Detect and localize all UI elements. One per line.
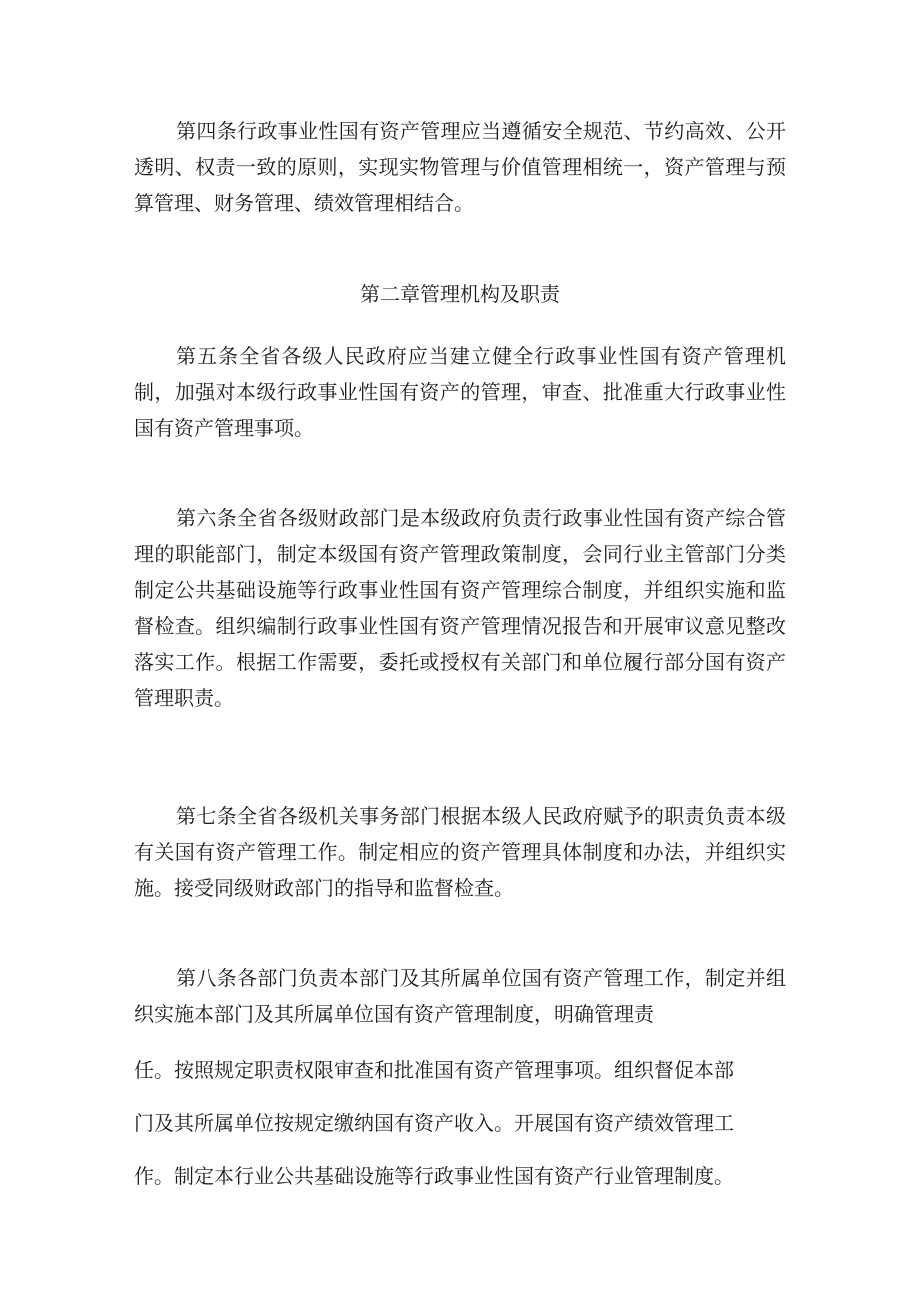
- article-8-line-2: 任。按照规定职责权限审查和批准国有资产管理事项。组织督促本部: [134, 1058, 734, 1082]
- article-7-paragraph: 第七条全省各级机关事务部门根据本级人民政府赋予的职责负责本级有关国有资产管理工作。制定相应的资产管理具体制度和办法，并组织实施。接受同级财政部门的指导和监督检查。: [134, 804, 786, 900]
- article-5-paragraph: 第五条全省各级人民政府应当建立健全行政事业性国有资产管理机制，加强对本级行政事业性国有资产的管理，审查、批准重大行政事业性国有资产管理事项。: [134, 344, 786, 440]
- article-6-paragraph: 第六条全省各级财政部门是本级政府负责行政事业性国有资产综合管理的职能部门，制定本级国有资产管理政策制度，会同行业主管部门分类制定公共基础设施等行政事业性国有资产管理综合制度，并组织实施和监督检查。组织编制行政事业性国有资产管理情况报告和开展审议意见整改落实工作。根据工作需要，委托或授权有关部门和单位履行部分国有资产管理职责。: [134, 506, 786, 710]
- article-8-line-4: 作。制定本行业公共基础设施等行政事业性国有资产行业管理制度。: [134, 1164, 734, 1188]
- article-4-paragraph: 第四条行政事业性国有资产管理应当遵循安全规范、节约高效、公开透明、权责一致的原则，实现实物管理与价值管理相统一，资产管理与预算管理、财务管理、绩效管理相结合。: [134, 119, 786, 215]
- article-8-paragraph: 第八条各部门负责本部门及其所属单位国有资产管理工作，制定并组织实施本部门及其所属单位国有资产管理制度，明确管理责: [134, 966, 786, 1026]
- chapter-2-heading: 第二章管理机构及职责: [360, 282, 560, 306]
- article-8-line-3: 门及其所属单位按规定缴纳国有资产收入。开展国有资产绩效管理工: [134, 1111, 734, 1135]
